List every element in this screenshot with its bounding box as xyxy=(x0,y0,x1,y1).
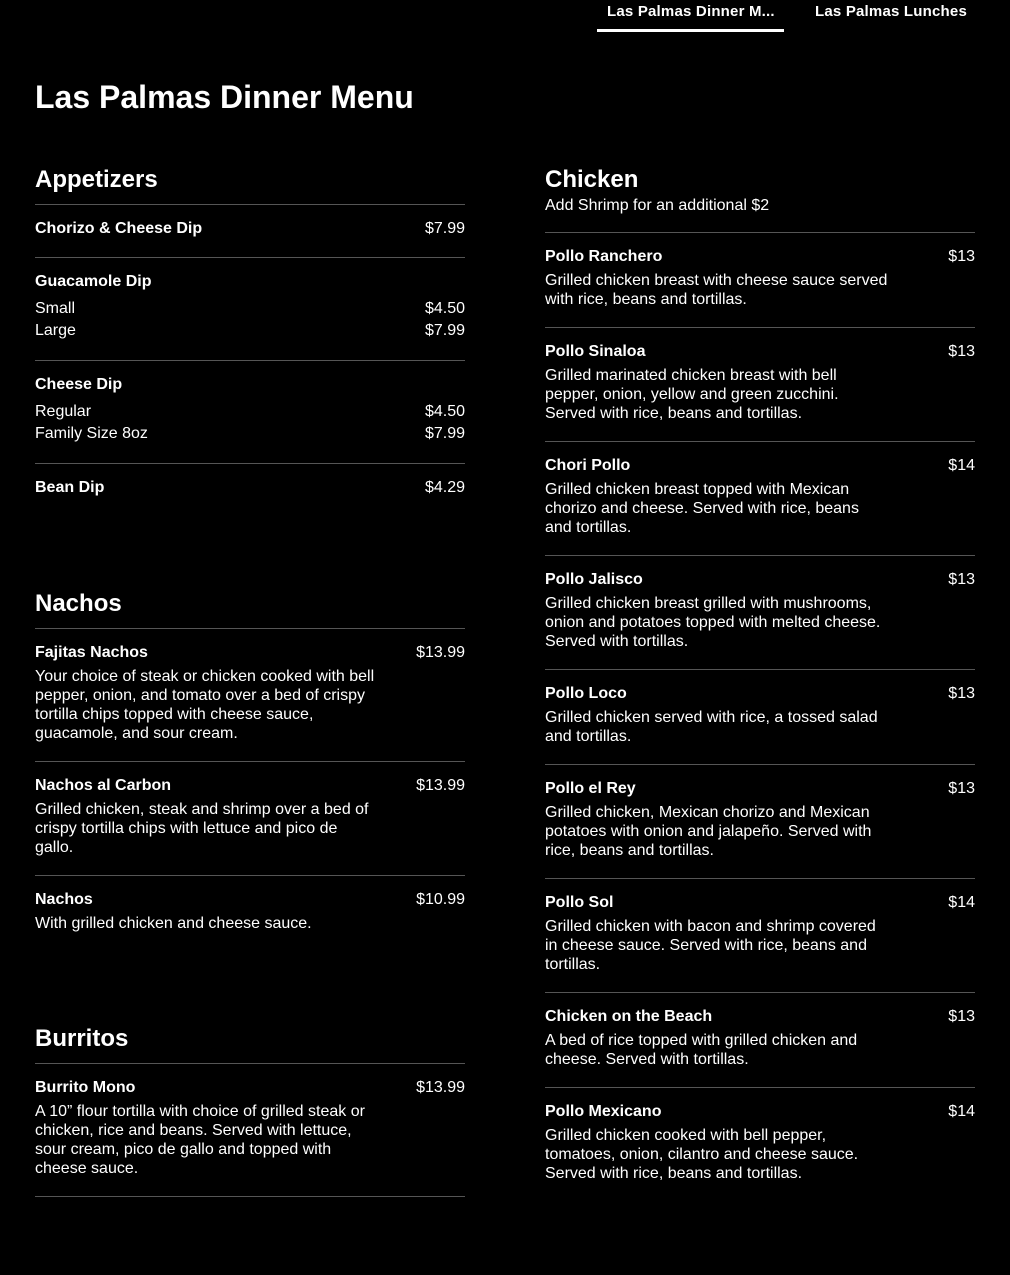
menu-item xyxy=(35,464,465,516)
variant-label: Family Size 8oz xyxy=(35,425,148,442)
item-description: Grilled chicken, Mexican chorizo and Mexican potatoes with onion and jalapeño. Served with rice, beans and tortillas. xyxy=(545,804,872,859)
item-name: Chori Pollo xyxy=(545,457,631,474)
item-price: $14 xyxy=(948,457,975,474)
item-name: Pollo Mexicano xyxy=(545,1103,662,1120)
menu-item xyxy=(35,876,465,951)
item-description: Grilled chicken served with rice, a tossed salad and tortillas. xyxy=(545,709,878,745)
section-title: Appetizers xyxy=(35,166,465,205)
item-description: Your choice of steak or chicken cooked with bell pepper, onion, and tomato over a bed of crispy tortilla chips topped with cheese sauce, guacamole, and sour cream. xyxy=(35,668,375,742)
item-variant xyxy=(35,423,465,445)
item-price: $13.99 xyxy=(416,1079,465,1096)
item-price: $14 xyxy=(948,894,975,911)
menu-item xyxy=(545,765,975,879)
menu-item xyxy=(545,879,975,993)
item-name: Pollo Ranchero xyxy=(545,248,663,265)
section-title: Chicken xyxy=(545,166,639,193)
item-description: A 10” flour tortilla with choice of grilled steak or chicken, rice and beans. Served with lettuce, sour cream, pico de gallo and topped with cheese sauce. xyxy=(35,1103,365,1177)
section-burritos xyxy=(35,1025,465,1197)
item-description: Grilled chicken breast grilled with mushrooms, onion and potatoes topped with melted cheese. Served with tortillas. xyxy=(545,595,881,650)
item-price: $13 xyxy=(948,780,975,797)
menu-item xyxy=(545,556,975,670)
item-name: Pollo Jalisco xyxy=(545,571,643,588)
item-name: Cheese Dip xyxy=(35,376,123,393)
menu-item xyxy=(35,629,465,762)
item-name: Pollo Sinaloa xyxy=(545,343,646,360)
menu-item xyxy=(545,328,975,442)
item-description: Grilled chicken, steak and shrimp over a bed of crispy tortilla chips with lettuce and pico de gallo. xyxy=(35,801,369,856)
item-price: $14 xyxy=(948,1103,975,1120)
item-description: Grilled chicken breast topped with Mexican chorizo and cheese. Served with rice, beans and tortillas. xyxy=(545,481,859,536)
item-price: $13 xyxy=(948,343,975,360)
item-price: $13 xyxy=(948,571,975,588)
item-name: Chicken on the Beach xyxy=(545,1008,713,1025)
item-name: Burrito Mono xyxy=(35,1079,136,1096)
item-description: Grilled marinated chicken breast with bell pepper, onion, yellow and green zucchini. Served with rice, beans and tortillas. xyxy=(545,367,839,422)
section-chicken xyxy=(545,166,975,1201)
variant-price: $4.50 xyxy=(424,300,465,317)
item-name: Pollo el Rey xyxy=(545,780,636,797)
menu-item xyxy=(545,233,975,328)
item-price: $13.99 xyxy=(416,644,465,661)
menu-item xyxy=(35,205,465,258)
item-price: $13 xyxy=(948,1008,975,1025)
item-description: Grilled chicken cooked with bell pepper, tomatoes, onion, cilantro and cheese sauce. Served with rice, beans and tortillas. xyxy=(545,1127,859,1182)
variant-price: $4.50 xyxy=(424,403,465,420)
section-title: Nachos xyxy=(35,590,465,629)
item-name: Fajitas Nachos xyxy=(35,644,148,661)
menu-item xyxy=(545,670,975,765)
right-column xyxy=(545,166,975,1275)
item-price: $4.29 xyxy=(424,479,465,496)
section-note: Add Shrimp for an additional $2 xyxy=(545,197,770,214)
menu-item xyxy=(35,1064,465,1197)
item-price: $13 xyxy=(948,685,975,702)
tab-dinner-menu[interactable]: Las Palmas Dinner M... xyxy=(597,0,784,32)
menu-item xyxy=(35,361,465,464)
item-name: Pollo Loco xyxy=(545,685,627,702)
variant-price: $7.99 xyxy=(424,322,465,339)
menu-tabs xyxy=(597,0,967,32)
section-appetizers xyxy=(35,166,465,516)
item-price: $13 xyxy=(948,248,975,265)
item-name: Pollo Sol xyxy=(545,894,614,911)
item-name: Nachos xyxy=(35,891,93,908)
menu-item xyxy=(545,993,975,1088)
item-description: A bed of rice topped with grilled chicken and cheese. Served with tortillas. xyxy=(545,1032,858,1068)
item-description: Grilled chicken with bacon and shrimp covered in cheese sauce. Served with rice, beans and tortillas. xyxy=(545,918,876,973)
variant-label: Small xyxy=(35,300,76,317)
item-name: Bean Dip xyxy=(35,479,105,496)
variant-label: Regular xyxy=(35,403,92,420)
menu-item xyxy=(35,258,465,361)
item-price: $13.99 xyxy=(416,777,465,794)
item-variant xyxy=(35,401,465,423)
item-description: With grilled chicken and cheese sauce. xyxy=(35,915,312,932)
page-title: Las Palmas Dinner Menu xyxy=(35,79,414,115)
item-name: Guacamole Dip xyxy=(35,273,152,290)
menu-item xyxy=(35,762,465,876)
item-name: Chorizo & Cheese Dip xyxy=(35,220,203,237)
menu-item xyxy=(545,1088,975,1201)
left-column xyxy=(35,166,465,1271)
item-name: Nachos al Carbon xyxy=(35,777,172,794)
section-title: Burritos xyxy=(35,1025,465,1064)
variant-price: $7.99 xyxy=(424,425,465,442)
tab-lunches[interactable]: Las Palmas Lunches xyxy=(815,3,967,20)
item-variant xyxy=(35,298,465,320)
section-nachos xyxy=(35,590,465,951)
item-price: $10.99 xyxy=(416,891,465,908)
variant-label: Large xyxy=(35,322,76,339)
item-price: $7.99 xyxy=(424,220,465,237)
item-description: Grilled chicken breast with cheese sauce served with rice, beans and tortillas. xyxy=(545,272,888,308)
item-variant xyxy=(35,320,465,342)
menu-item xyxy=(545,442,975,556)
